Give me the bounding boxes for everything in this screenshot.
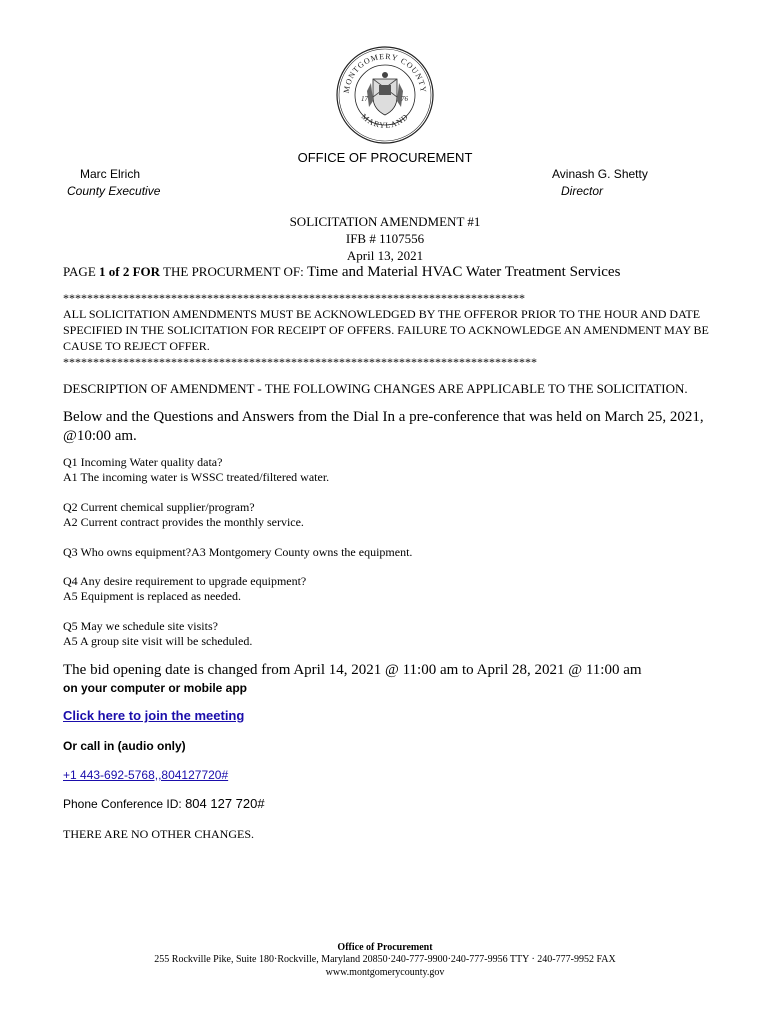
office-title: OFFICE OF PROCUREMENT	[297, 150, 473, 165]
phone-number-link[interactable]: +1 443-692-5768,,804127720#	[63, 768, 229, 782]
director-name: Avinash G. Shetty	[552, 167, 648, 181]
footer-website: www.montgomerycounty.gov	[325, 967, 445, 978]
question-1: Q1 Incoming Water quality data?	[63, 455, 223, 469]
svg-text:76: 76	[401, 95, 408, 103]
director-title: Director	[561, 184, 604, 198]
question-3: Q3 Who owns equipment?A3 Montgomery County owns the equipment.	[63, 545, 413, 559]
page-mid: THE PROCURMENT OF:	[160, 264, 307, 279]
call-in-label: Or call in (audio only)	[63, 739, 186, 753]
notice-stars-bottom: *******************************************************************************	[63, 355, 537, 369]
footer-office: Office of Procurement	[337, 942, 433, 953]
intro-paragraph: Below and the Questions and Answers from the Dial In a pre-conference that was held on March 25, 2021, @10:00 am.	[63, 409, 704, 444]
answer-1: A1 The incoming water is WSSC treated/filtered water.	[63, 470, 330, 484]
bid-date-change: The bid opening date is changed from April 14, 2021 @ 11:00 am to April 28, 2021 @ 11:00 am	[63, 662, 642, 678]
svg-text:MARYLAND: MARYLAND	[359, 112, 411, 131]
page-count: 1 of 2 FOR	[99, 264, 161, 279]
conference-id-line	[63, 796, 265, 811]
footer-address: 255 Rockville Pike, Suite 180·Rockville, Maryland 20850·240-777-9900·240-777-9956 TTY · 240-777-9952 FAX	[154, 954, 616, 965]
conference-id-value: 804 127 720#	[185, 796, 265, 811]
ifb-number: IFB # 1107556	[345, 231, 425, 246]
notice-stars-top: *****************************************************************************	[63, 291, 525, 305]
question-4: Q4 Any desire requirement to upgrade equipment?	[63, 574, 307, 588]
county-seal-logo	[335, 45, 435, 145]
closing-statement: THERE ARE NO OTHER CHANGES.	[63, 827, 254, 841]
join-meeting-link[interactable]: Click here to join the meeting	[63, 708, 245, 723]
question-2: Q2 Current chemical supplier/program?	[63, 500, 255, 514]
amendment-title: SOLICITATION AMENDMENT #1	[289, 214, 481, 229]
svg-text:MONTGOMERY COUNTY: MONTGOMERY COUNTY	[341, 51, 429, 94]
svg-text:17: 17	[361, 95, 368, 103]
conference-id-label: Phone Conference ID:	[63, 797, 186, 811]
answer-4: A5 Equipment is replaced as needed.	[63, 589, 241, 603]
page-prefix: PAGE	[63, 264, 100, 279]
amendment-date: April 13, 2021	[346, 248, 424, 263]
amendment-description: DESCRIPTION OF AMENDMENT - THE FOLLOWING CHANGES ARE APPLICABLE TO THE SOLICITATION.	[63, 381, 688, 396]
county-executive-name: Marc Elrich	[80, 167, 141, 181]
county-executive-title: County Executive	[67, 184, 161, 198]
page-line	[63, 264, 620, 281]
procurement-subject: Time and Material HVAC Water Treatment Services	[306, 264, 621, 280]
device-note: on your computer or mobile app	[63, 681, 248, 695]
answer-2: A2 Current contract provides the monthly service.	[63, 515, 304, 529]
question-5: Q5 May we schedule site visits?	[63, 619, 218, 633]
notice-text: ALL SOLICITATION AMENDMENTS MUST BE ACKNOWLEDGED BY THE OFFEROR PRIOR TO THE HOUR AND DATE SPECIFIED IN THE SOLICITATION FOR RECEIPT OF OFFERS. FAILURE TO ACKNOWLEDGE AN AMENDMENT MAY BE CAUSE TO REJECT OFFER.	[63, 307, 709, 353]
answer-5: A5 A group site visit will be scheduled.	[63, 634, 253, 648]
